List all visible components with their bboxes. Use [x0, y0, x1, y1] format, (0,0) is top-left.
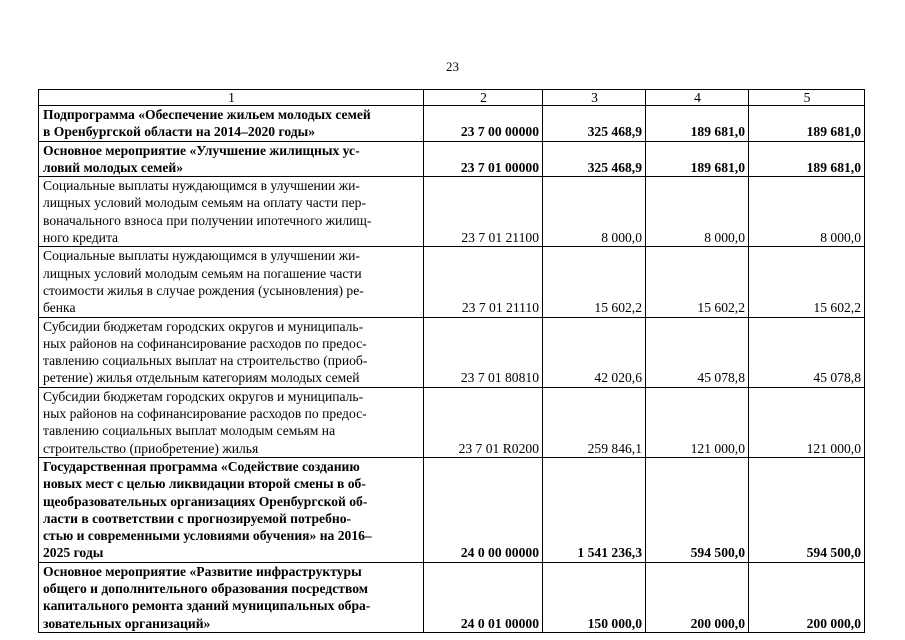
column-header-year2: 4: [646, 90, 749, 106]
row-value-year3-cell: 15 602,2: [749, 247, 865, 317]
row-name-cell: Социальные выплаты нуждающимся в улучшении жи- лищных условий молодым семьям на погашение части стоимости жилья в случае рождения (усыновления) ре- бенка: [39, 247, 424, 317]
table-row: [39, 247, 865, 317]
row-value-year2-cell: 200 000,0: [646, 562, 749, 632]
row-name-cell: Основное мероприятие «Улучшение жилищных ус- ловий молодых семей»: [39, 141, 424, 177]
table-row: [39, 562, 865, 632]
table-row: [39, 387, 865, 457]
row-value-year3-cell: 45 078,8: [749, 317, 865, 387]
row-value-year2-cell: 8 000,0: [646, 177, 749, 247]
row-name-cell: Основное мероприятие «Развитие инфраструктуры общего и дополнительного образования посредством капитального ремонта зданий муниципальных обра- зовательных организаций»: [39, 562, 424, 632]
table-header-row: [39, 90, 865, 106]
table-row: [39, 141, 865, 177]
row-value-year1-cell: 42 020,6: [543, 317, 646, 387]
row-code-cell: 23 7 00 00000: [424, 106, 543, 142]
row-value-year3-cell: 8 000,0: [749, 177, 865, 247]
row-name-cell: Подпрограмма «Обеспечение жильем молодых семей в Оренбургской области на 2014–2020 годы»: [39, 106, 424, 142]
row-value-year2-cell: 189 681,0: [646, 141, 749, 177]
row-value-year3-cell: 189 681,0: [749, 141, 865, 177]
row-name-cell: Государственная программа «Содействие созданию новых мест с целью ликвидации второй смены в об- щеобразовательных организациях Оренбургской об- ласти в соответствии с прогнозируемой потребно- стью и современными условиями обучения» на 2016– 2025 годы: [39, 457, 424, 562]
column-header-name: 1: [39, 90, 424, 106]
row-value-year1-cell: 8 000,0: [543, 177, 646, 247]
row-value-year3-cell: 200 000,0: [749, 562, 865, 632]
table-row: [39, 317, 865, 387]
row-value-year2-cell: 45 078,8: [646, 317, 749, 387]
row-value-year1-cell: 325 468,9: [543, 141, 646, 177]
row-value-year2-cell: 15 602,2: [646, 247, 749, 317]
row-value-year1-cell: 1 541 236,3: [543, 457, 646, 562]
row-value-year2-cell: 594 500,0: [646, 457, 749, 562]
column-header-code: 2: [424, 90, 543, 106]
column-header-year1: 3: [543, 90, 646, 106]
row-value-year2-cell: 189 681,0: [646, 106, 749, 142]
row-code-cell: 23 7 01 21110: [424, 247, 543, 317]
row-code-cell: 23 7 01 80810: [424, 317, 543, 387]
row-code-cell: 24 0 01 00000: [424, 562, 543, 632]
row-name-cell: Социальные выплаты нуждающимся в улучшении жи- лищных условий молодым семьям на оплату части пер- воначального взноса при получении ипотечного жилищ- ного кредита: [39, 177, 424, 247]
budget-table: [38, 89, 865, 633]
row-value-year3-cell: 594 500,0: [749, 457, 865, 562]
table-body: [39, 106, 865, 633]
table-row: [39, 106, 865, 142]
row-value-year3-cell: 189 681,0: [749, 106, 865, 142]
row-code-cell: 23 7 01 21100: [424, 177, 543, 247]
row-value-year1-cell: 325 468,9: [543, 106, 646, 142]
column-header-year3: 5: [749, 90, 865, 106]
row-code-cell: 23 7 01 R0200: [424, 387, 543, 457]
row-value-year1-cell: 15 602,2: [543, 247, 646, 317]
row-name-cell: Субсидии бюджетам городских округов и муниципаль- ных районов на софинансирование расходов по предос- тавлению социальных выплат на строительство (приоб- ретение) жилья отдельным категориям молодых семей: [39, 317, 424, 387]
table-row: [39, 177, 865, 247]
row-value-year1-cell: 150 000,0: [543, 562, 646, 632]
row-name-cell: Субсидии бюджетам городских округов и муниципаль- ных районов на софинансирование расходов по предос- тавлению социальных выплат молодым семьям на строительство (приобретение) жилья: [39, 387, 424, 457]
row-value-year3-cell: 121 000,0: [749, 387, 865, 457]
row-value-year2-cell: 121 000,0: [646, 387, 749, 457]
row-value-year1-cell: 259 846,1: [543, 387, 646, 457]
row-code-cell: 23 7 01 00000: [424, 141, 543, 177]
page-number: 23: [446, 59, 459, 74]
table-row: [39, 457, 865, 562]
row-code-cell: 24 0 00 00000: [424, 457, 543, 562]
